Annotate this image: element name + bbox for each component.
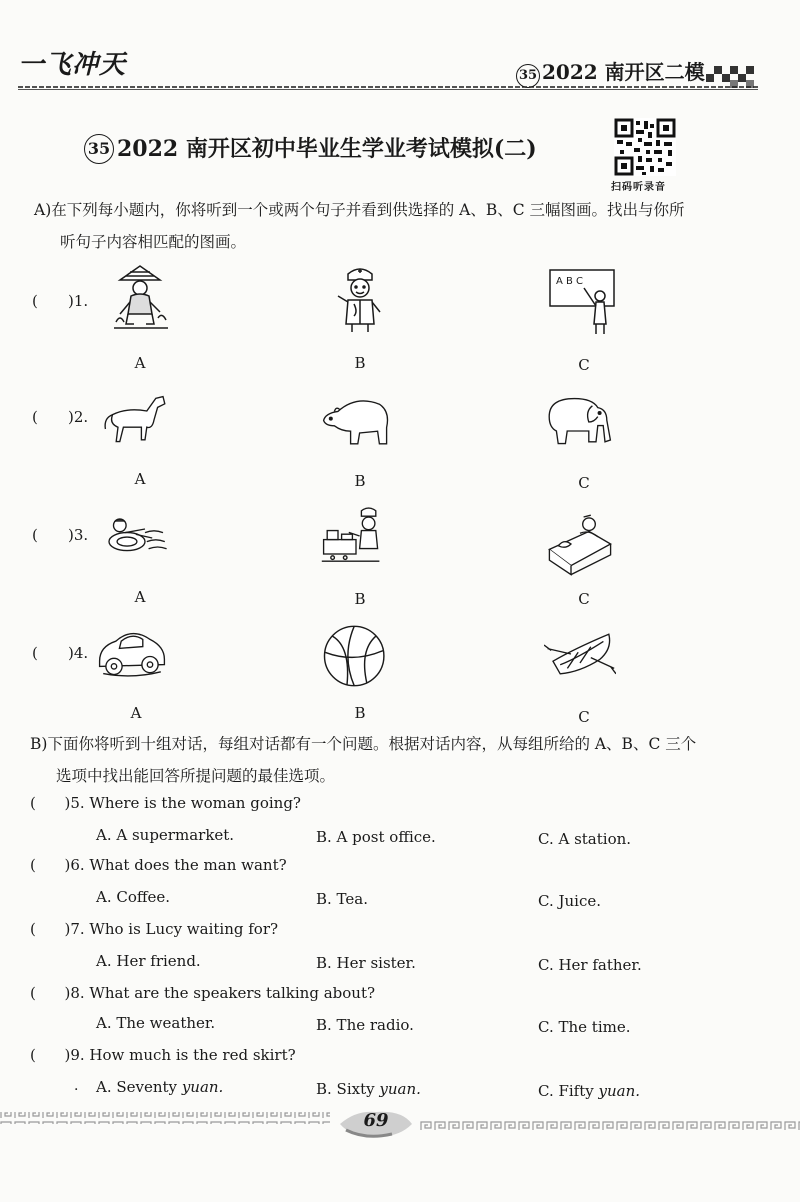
paper-year: 2022 (542, 60, 598, 84)
title-number-badge: 35 (84, 134, 114, 164)
picture-label-b: B (354, 354, 366, 372)
page-title (84, 132, 537, 164)
paper-header (516, 56, 705, 88)
brand-logo: 一飞冲天 (18, 50, 127, 80)
section-a-instructions (34, 194, 764, 258)
qr-code-icon[interactable] (614, 118, 676, 176)
answer-paren[interactable]: ( (32, 408, 38, 426)
farmer-icon (104, 262, 176, 334)
section-b-line2: 选项中找出能回答所提问题的最佳选项。 (56, 767, 336, 785)
question-text: )8. What are the speakers talking about? (64, 984, 376, 1002)
elephant-icon (542, 386, 614, 458)
boat-icon (544, 618, 616, 690)
option-a[interactable]: A. The weather. (96, 1014, 216, 1032)
answer-paren[interactable]: ( (30, 920, 36, 938)
answer-paren[interactable]: ( (30, 856, 36, 874)
question-8 (30, 984, 375, 1002)
section-b-instructions (30, 728, 770, 792)
page-number: 69 (363, 1110, 389, 1131)
picture-label-b: B (354, 704, 366, 722)
question-text: )5. Where is the woman going? (64, 794, 301, 812)
svg-text:A B C: A B C (556, 276, 584, 287)
option-b[interactable]: B. Sixty yuan. (316, 1080, 421, 1098)
title-text: 2022 南开区初中毕业生学业考试模拟(二) (117, 136, 537, 162)
question-number: )3. (68, 526, 89, 544)
picture-label-c: C (578, 474, 590, 492)
stray-dot: · (74, 1082, 79, 1098)
currency-yuan: yuan. (181, 1078, 224, 1096)
horse-icon (100, 384, 172, 456)
answer-paren[interactable]: ( (32, 526, 38, 544)
question-number: )1. (68, 292, 89, 310)
teacher-icon (548, 266, 620, 338)
car-icon (96, 616, 168, 688)
option-c[interactable]: C. Fifty yuan. (538, 1082, 641, 1100)
question-5 (30, 794, 301, 812)
option-b[interactable]: B. A post office. (316, 828, 436, 846)
sleeping-icon (544, 508, 616, 580)
answer-paren[interactable]: ( (30, 984, 36, 1002)
doctor-icon (324, 262, 396, 334)
paper-district: 南开区二模 (604, 60, 705, 84)
picture-label-a: A (134, 470, 146, 488)
option-a[interactable]: A. Seventy yuan. (96, 1078, 224, 1096)
option-c[interactable]: C. A station. (538, 830, 632, 848)
picture-label-c: C (578, 590, 590, 608)
picture-label-a: A (130, 704, 142, 722)
question-number: )2. (68, 408, 89, 426)
cooking-icon (320, 500, 392, 572)
ball-icon (320, 620, 392, 692)
option-c[interactable]: C. Her father. (538, 956, 642, 974)
header-rule (18, 86, 758, 90)
question-text: )9. How much is the red skirt? (64, 1046, 296, 1064)
answer-paren[interactable]: ( (32, 644, 38, 662)
qr-label: 扫码听录音 (611, 182, 666, 193)
picture-label-b: B (354, 590, 366, 608)
question-number: )4. (68, 644, 89, 662)
swimming-icon (100, 502, 172, 574)
section-a-line2: 听句子内容相匹配的图画。 (60, 233, 247, 251)
answer-paren[interactable]: ( (30, 1046, 36, 1064)
option-b[interactable]: B. Her sister. (316, 954, 416, 972)
question-9 (30, 1046, 296, 1064)
option-c[interactable]: C. Juice. (538, 892, 601, 910)
option-c[interactable]: C. The time. (538, 1018, 631, 1036)
option-a[interactable]: A. Coffee. (96, 888, 171, 906)
option-b[interactable]: B. The radio. (316, 1016, 414, 1034)
currency-yuan: yuan. (598, 1082, 641, 1100)
answer-paren[interactable]: ( (30, 794, 36, 812)
answer-paren[interactable]: ( (32, 292, 38, 310)
option-a[interactable]: A. Her friend. (96, 952, 201, 970)
picture-label-a: A (134, 588, 146, 606)
option-b[interactable]: B. Tea. (316, 890, 368, 908)
picture-label-a: A (134, 354, 146, 372)
question-7 (30, 920, 278, 938)
section-b-line1: B)下面你将听到十组对话，每组对话都有一个问题。根据对话内容，从每组所给的 A、B、C 三个 (30, 735, 697, 753)
question-text: )7. Who is Lucy waiting for? (64, 920, 279, 938)
picture-label-c: C (578, 356, 590, 374)
picture-label-b: B (354, 472, 366, 490)
section-a-line1: A)在下列每小题内，你将听到一个或两个句子并看到供选择的 A、B、C 三幅图画。找出与你所 (34, 201, 685, 219)
checker-decoration (706, 60, 756, 88)
picture-label-c: C (578, 708, 590, 726)
question-text: )6. What does the man want? (64, 856, 287, 874)
paper-number-badge: 35 (516, 64, 540, 88)
currency-yuan: yuan. (379, 1080, 421, 1098)
option-a[interactable]: A. A supermarket. (96, 826, 235, 844)
bear-icon (320, 388, 392, 460)
question-6 (30, 856, 287, 874)
